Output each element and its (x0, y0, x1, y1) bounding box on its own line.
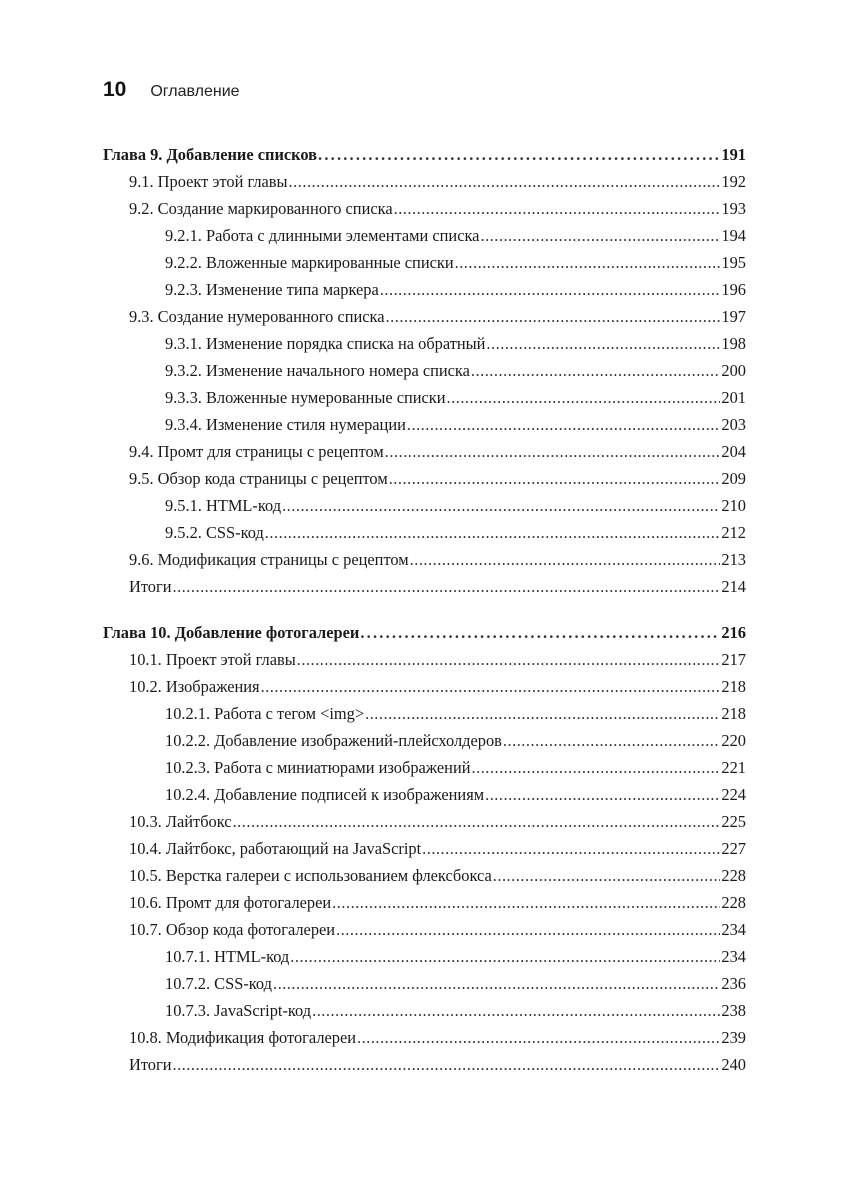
dot-leader (480, 222, 720, 249)
toc-subsection (103, 754, 746, 781)
dot-leader (261, 673, 721, 700)
dot-leader (290, 943, 720, 970)
dot-leader (172, 1051, 720, 1078)
toc-section-label: 9.2. Создание маркированного списка (129, 199, 393, 218)
toc-chapter-label: Глава 10. Добавление фотогалереи (103, 623, 360, 642)
toc-subsection (103, 276, 746, 303)
dot-leader (447, 384, 721, 411)
toc-section-label: 9.5. Обзор кода страницы с рецептом (129, 469, 388, 488)
toc-subsection-label: 9.5.1. HTML-код (165, 496, 282, 515)
toc-chapter-label: Глава 9. Добавление списков (103, 145, 318, 164)
dot-leader (318, 141, 720, 168)
toc-subsection-page: 195 (721, 253, 746, 272)
dot-leader (265, 519, 721, 546)
toc-section (103, 673, 746, 700)
toc-subsection-label: 10.2.3. Работа с миниатюрами изображений (165, 758, 471, 777)
toc-section-label: 10.6. Промт для фотогалереи (129, 893, 332, 912)
dot-leader (297, 646, 721, 673)
toc-section-page: 228 (721, 866, 746, 885)
dot-leader (365, 700, 720, 727)
dot-leader (493, 862, 721, 889)
dot-leader (410, 546, 721, 573)
toc-subsection-label: 9.2.3. Изменение типа маркера (165, 280, 379, 299)
toc-subsection-page: 203 (721, 415, 746, 434)
dot-leader (360, 619, 720, 646)
dot-leader (407, 411, 721, 438)
page-header (103, 78, 240, 102)
dot-leader (172, 573, 720, 600)
toc-subsection-page: 194 (721, 226, 746, 245)
toc-section-label: Итоги (129, 577, 172, 596)
dot-leader (471, 357, 721, 384)
dot-leader (485, 781, 720, 808)
toc-subsection-page: 212 (721, 523, 746, 542)
dot-leader (282, 492, 720, 519)
toc-section (103, 195, 746, 222)
toc-subsection-label: 10.7.3. JavaScript-код (165, 1001, 312, 1020)
toc-subsection (103, 700, 746, 727)
toc-chapter (103, 619, 746, 646)
toc-subsection-label: 10.2.1. Работа с тегом <img> (165, 704, 365, 723)
toc-subsection (103, 384, 746, 411)
dot-leader (380, 276, 721, 303)
toc-section (103, 1024, 746, 1051)
toc-subsection-label: 10.2.4. Добавление подписей к изображениям (165, 785, 485, 804)
toc-section (103, 646, 746, 673)
toc-subsection-label: 10.7.2. CSS-код (165, 974, 272, 993)
dot-leader (394, 195, 721, 222)
toc-section-page: 228 (721, 893, 746, 912)
toc-subsection (103, 492, 746, 519)
toc-section-page: 218 (721, 677, 746, 696)
toc-section-page: 225 (721, 812, 746, 831)
toc-section-label: 9.4. Промт для страницы с рецептом (129, 442, 384, 461)
toc-section-label: 9.3. Создание нумерованного списка (129, 307, 385, 326)
page-number: 10 (103, 78, 127, 101)
toc-section (103, 889, 746, 916)
running-title: Оглавление (150, 83, 240, 100)
dot-leader (312, 997, 720, 1024)
toc-section-page: 239 (721, 1028, 746, 1047)
toc-subsection-label: 9.2.2. Вложенные маркированные списки (165, 253, 454, 272)
toc-subsection-page: 218 (721, 704, 746, 723)
dot-leader (289, 168, 721, 195)
toc-section-page: 209 (721, 469, 746, 488)
toc-section (103, 438, 746, 465)
dot-leader (486, 330, 720, 357)
toc-section-page: 227 (721, 839, 746, 858)
toc-subsection-page: 236 (721, 974, 746, 993)
toc-subsection (103, 781, 746, 808)
toc-subsection-label: 9.3.2. Изменение начального номера списка (165, 361, 470, 380)
dot-leader (233, 808, 721, 835)
toc-section (103, 835, 746, 862)
toc-section (103, 916, 746, 943)
dot-leader (503, 727, 721, 754)
toc-subsection-page: 210 (721, 496, 746, 515)
dot-leader (332, 889, 720, 916)
dot-leader (385, 438, 721, 465)
toc-section (103, 168, 746, 195)
toc-section-page: 234 (721, 920, 746, 939)
toc-section-label: 9.1. Проект этой главы (129, 172, 288, 191)
toc-section-label: 9.6. Модификация страницы с рецептом (129, 550, 409, 569)
toc-section (103, 465, 746, 492)
toc-section-page: 192 (721, 172, 746, 191)
toc-section-label: 10.8. Модификация фотогалереи (129, 1028, 357, 1047)
toc-section-page: 213 (721, 550, 746, 569)
toc-chapter (103, 141, 746, 168)
dot-leader (386, 303, 721, 330)
toc-section-label: 10.7. Обзор кода фотогалереи (129, 920, 336, 939)
toc-section-page: 193 (721, 199, 746, 218)
toc-subsection (103, 357, 746, 384)
toc-subsection-label: 9.5.2. CSS-код (165, 523, 264, 542)
toc-subsection-page: 224 (721, 785, 746, 804)
toc-subsection (103, 519, 746, 546)
toc-section-label: 10.2. Изображения (129, 677, 260, 696)
toc-subsection-label: 9.3.3. Вложенные нумерованные списки (165, 388, 446, 407)
toc-section-label: 10.1. Проект этой главы (129, 650, 296, 669)
toc-section-page: 197 (721, 307, 746, 326)
dot-leader (472, 754, 721, 781)
toc-subsection-page: 238 (721, 1001, 746, 1020)
toc-subsection-label: 9.3.1. Изменение порядка списка на обратный (165, 334, 486, 353)
toc-section-page: 204 (721, 442, 746, 461)
toc-section (103, 573, 746, 600)
toc-subsection-page: 200 (721, 361, 746, 380)
dot-leader (273, 970, 720, 997)
toc-subsection (103, 970, 746, 997)
toc-subsection-page: 198 (721, 334, 746, 353)
toc-section-page: 214 (721, 577, 746, 596)
toc-section-label: 10.3. Лайтбокс (129, 812, 232, 831)
toc-subsection-page: 234 (721, 947, 746, 966)
toc-section-label: 10.4. Лайтбокс, работающий на JavaScript (129, 839, 422, 858)
toc-subsection (103, 222, 746, 249)
toc-subsection (103, 727, 746, 754)
toc-subsection (103, 330, 746, 357)
dot-leader (357, 1024, 720, 1051)
dot-leader (336, 916, 720, 943)
dot-leader (422, 835, 720, 862)
toc-section-page: 240 (721, 1055, 746, 1074)
toc-subsection-label: 10.7.1. HTML-код (165, 947, 290, 966)
toc-section (103, 303, 746, 330)
toc-section-page: 217 (721, 650, 746, 669)
toc-section-label: Итоги (129, 1055, 172, 1074)
toc-section (103, 862, 746, 889)
toc-subsection-label: 9.3.4. Изменение стиля нумерации (165, 415, 406, 434)
dot-leader (389, 465, 721, 492)
toc-subsection (103, 943, 746, 970)
toc-section (103, 808, 746, 835)
toc-subsection (103, 249, 746, 276)
toc-section-label: 10.5. Верстка галереи с использованием флексбокса (129, 866, 492, 885)
toc-subsection-page: 220 (721, 731, 746, 750)
toc-subsection-page: 196 (721, 280, 746, 299)
toc-subsection-label: 9.2.1. Работа с длинными элементами списка (165, 226, 480, 245)
dot-leader (455, 249, 721, 276)
toc-subsection-label: 10.2.2. Добавление изображений-плейсхолдеров (165, 731, 502, 750)
toc-subsection (103, 997, 746, 1024)
toc-chapter-page: 216 (721, 623, 746, 642)
toc-section (103, 546, 746, 573)
toc-chapter-page: 191 (721, 145, 746, 164)
toc-subsection-page: 201 (721, 388, 746, 407)
toc-section (103, 1051, 746, 1078)
toc-subsection (103, 411, 746, 438)
toc-subsection-page: 221 (721, 758, 746, 777)
